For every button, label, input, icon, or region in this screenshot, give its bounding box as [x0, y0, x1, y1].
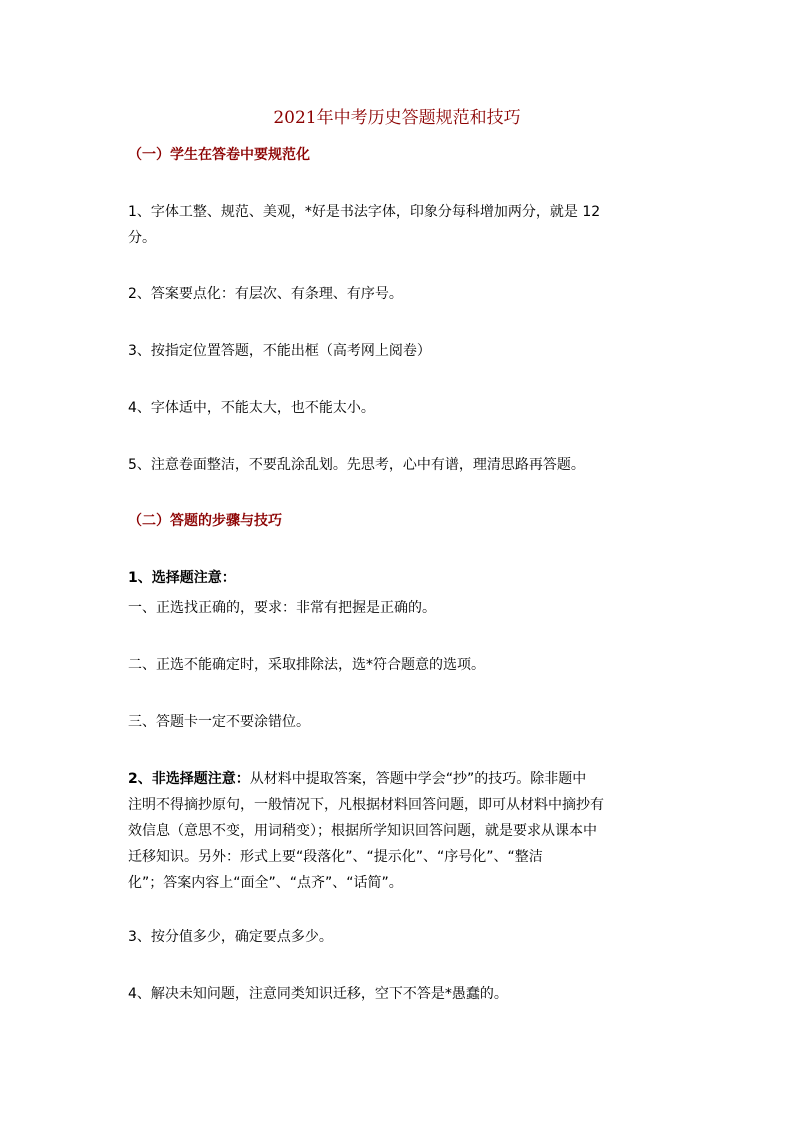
section1-item-2: 2、答案要点化：有层次、有条理、有序号。: [128, 286, 403, 302]
section1-item-3: 3、按指定位置答题，不能出框（高考网上阅卷）: [128, 343, 431, 359]
section1-item-1-line2: 分。: [128, 230, 156, 246]
section2-item-3: 3、按分值多少，确定要点多少。: [128, 929, 333, 945]
nonchoice-line-2: 注明不得摘抄原句，一般情况下，凡根据材料回答问题，即可从材料中摘抄有: [128, 797, 604, 813]
choice-item-3: 三、答题卡一定不要涂错位。: [128, 714, 310, 730]
nonchoice-label: 2、非选择题注意：: [128, 771, 250, 787]
document-title: 2021年中考历史答题规范和技巧: [273, 108, 521, 128]
choice-heading: 1、选择题注意：: [128, 570, 236, 586]
nonchoice-line-5: 化”；答案内容上“面全”、“点齐”、“话简”。: [128, 875, 403, 891]
section2-heading: （二）答题的步骤与技巧: [128, 513, 282, 529]
nonchoice-line-1: [128, 766, 666, 792]
nonchoice-paragraph: [128, 766, 666, 896]
section1-heading: （一）学生在答卷中要规范化: [128, 147, 310, 163]
choice-item-2: 二、正选不能确定时，采取排除法，选*符合题意的选项。: [128, 657, 485, 673]
section1-item-4: 4、字体适中，不能太大，也不能太小。: [128, 400, 375, 416]
section2-item-4: 4、解决未知问题，注意同类知识迁移，空下不答是*愚蠢的。: [128, 986, 508, 1002]
section1-item-1: [128, 199, 666, 251]
nonchoice-line-3: 效信息（意思不变，用词稍变）；根据所学知识回答问题，就是要求从课本中: [128, 823, 597, 839]
choice-item-1: 一、正选找正确的，要求：非常有把握是正确的。: [128, 600, 436, 616]
section1-item-1-line1: 1、字体工整、规范、美观，*好是书法字体，印象分每科增加两分，就是 12: [128, 204, 601, 220]
nonchoice-line-1-text: 从材料中提取答案，答题中学会“抄”的技巧。除非题中: [249, 771, 587, 787]
section1-item-5: 5、注意卷面整洁，不要乱涂乱划。先思考，心中有谱，理清思路再答题。: [128, 457, 585, 473]
nonchoice-line-4: 迁移知识。另外：形式上要“段落化”、“提示化”、“序号化”、“整洁: [128, 849, 543, 865]
